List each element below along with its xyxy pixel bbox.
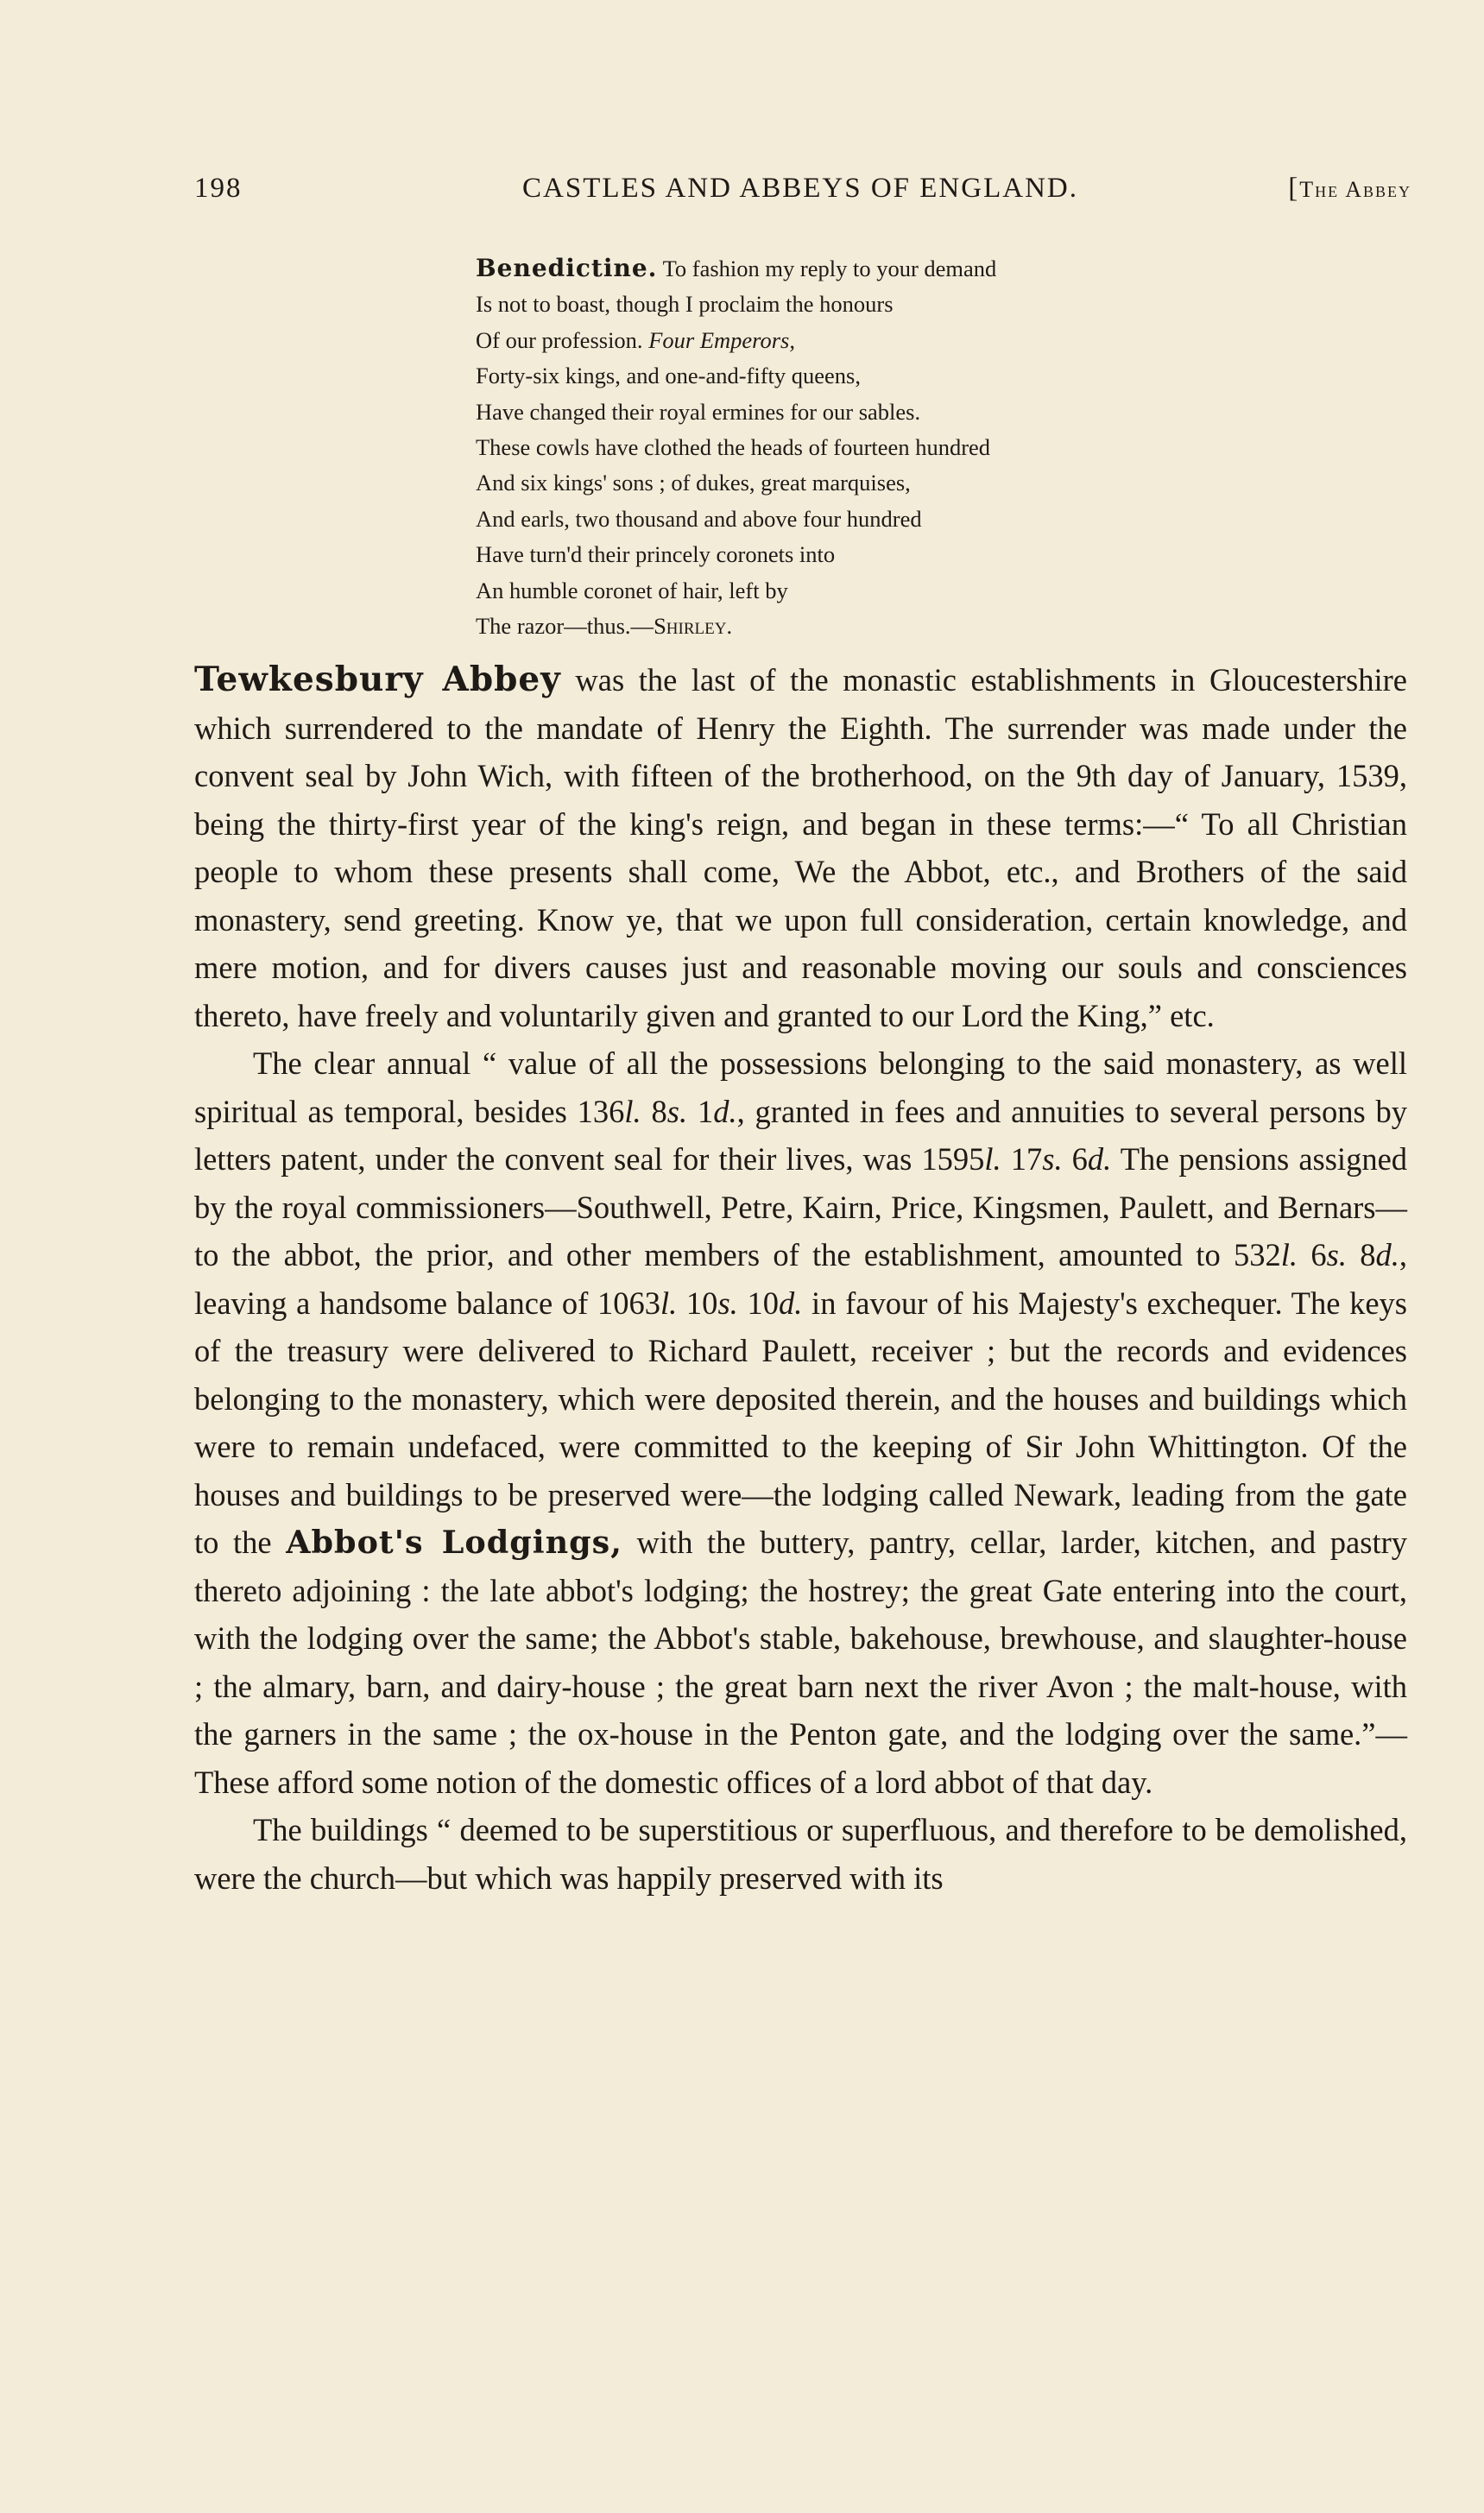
paragraph-3 — [194, 1806, 1407, 1902]
poem-line: Forty-six kings, and one-and-fifty queens, — [476, 363, 861, 389]
currency-value: 1063 — [597, 1285, 660, 1321]
body-text — [194, 656, 1407, 1902]
currency-unit: l. — [984, 1141, 1001, 1177]
currency-unit: d. — [1375, 1237, 1399, 1272]
poem-line — [476, 250, 1253, 287]
poem-speaker: Benedictine. — [476, 254, 658, 282]
poem-line — [476, 323, 1253, 358]
poem-line — [476, 609, 1253, 644]
poem-line: And six kings' sons ; of dukes, great marquises, — [476, 470, 911, 496]
poem-line-text: Of our profession. — [476, 326, 643, 353]
paragraph-text: was the last of the monastic establishments in Gloucestershire which surrendered to the mandate of Henry the Eighth. The surrender was made under the convent seal by John Wich, with fifteen of the brotherhood, on the 9th day of January, 1539, being the thirty-first year of the king's reign, and began in these terms:—“ To all Christian people to whom these presents shall come, We the Abbot, etc., and Brothers of the said monastery, send greeting. Know ye, that we upon full consideration, certain knowledge, and mere motion, and for divers causes just and reasonable moving our souls and consciences thereto, have freely and voluntarily given and granted to our Lord the King,” etc. — [194, 662, 1407, 1033]
currency-value: 532 — [1234, 1237, 1281, 1272]
poem-italic-phrase: Four Emperors, — [648, 326, 795, 353]
paragraph-lead: Tewkesbury Abbey — [194, 660, 561, 699]
currency-unit: s. — [1042, 1141, 1063, 1177]
currency-value: 10 — [737, 1285, 779, 1321]
running-title: CASTLES AND ABBEYS OF ENGLAND. — [522, 173, 1078, 204]
section-title-bracket: [ — [1288, 173, 1300, 204]
currency-value: 8 — [1346, 1237, 1376, 1272]
epigraph-poem — [476, 250, 1253, 644]
poem-line-text: The razor—thus.— — [476, 613, 654, 640]
paragraph-text: , granted in fees and annuities to several persons by letters patent, under the convent seal for their lives, was — [194, 1093, 1408, 1177]
currency-unit: d. — [778, 1285, 803, 1321]
blackletter-phrase: Abbot's Lodgings, — [286, 1524, 622, 1561]
paragraph-1 — [194, 656, 1407, 1039]
currency-unit: l. — [624, 1093, 641, 1129]
poem-line: Is not to boast, though I proclaim the honours — [476, 291, 894, 318]
currency-unit: l. — [660, 1285, 678, 1321]
section-title-text: The Abbey — [1299, 177, 1411, 202]
paragraph-text: The buildings “ deemed to be superstitious or superfluous, and therefore to be demolished, were the church—but which was happily preserved with its — [194, 1812, 1407, 1896]
page-header — [194, 173, 1411, 216]
poem-line: And earls, two thousand and above four hundred — [476, 505, 922, 532]
currency-unit: s. — [717, 1285, 738, 1321]
poem-line: These cowls have clothed the heads of fourteen hundred — [476, 434, 991, 461]
currency-value: 8 — [641, 1093, 667, 1129]
currency-value: 1595 — [921, 1141, 985, 1177]
paragraph-2 — [194, 1039, 1407, 1806]
section-title — [1288, 173, 1411, 205]
poem-line: Have turn'd their princely coronets into — [476, 541, 836, 568]
paragraph-text: with the buttery, pantry, cellar, larder, kitchen, and pastry thereto adjoining : the late abbot's lodging; the hostrey; the great Gate entering into the court, with the lodging over the same; the Abbot's stable, bakehouse, brewhouse, and slaughter-house ; the almary, barn, and dairy-house ; the great barn next the river Avon ; the malt-house, with the garners in the same ; the ox-house in the Penton gate, and the lodging over the same.”—These afford some notion of the domestic offices of a lord abbot of that day. — [194, 1525, 1407, 1800]
paragraph-text: The clear annual “ value of all the possessions belonging to the said monastery, as well spiritual as temporal, besides — [194, 1045, 1407, 1129]
page-number: 198 — [194, 173, 243, 204]
paragraph-text: , leaving a handsome balance of — [194, 1237, 1408, 1321]
paragraph-text: The pensions assigned by the royal commissioners—Southwell, Petre, Kairn, Price, Kingsmen, Paulett, and Bernars—to the abbot, the prior, and other members of the establishment, amounted to — [194, 1141, 1408, 1272]
poem-author: Shirley. — [654, 613, 733, 640]
currency-unit: d. — [713, 1093, 737, 1129]
poem-line: An humble coronet of hair, left by — [476, 577, 788, 603]
paragraph-text: in favour of his Majesty's exchequer. The keys of the treasury were delivered to Richard Paulett, receiver ; but the records and evidences belonging to the monastery, which were deposited therein, and the houses and buildings which were to remain undefaced, were committed to the keeping of Sir John Whittington. Of the houses and buildings to be preserved were—the lodging called Newark, leading from the gate to the — [194, 1285, 1407, 1560]
currency-unit: s. — [666, 1093, 688, 1129]
currency-value: 6 — [1298, 1237, 1327, 1272]
poem-line: Have changed their royal ermines for our sables. — [476, 398, 921, 425]
currency-value: 10 — [677, 1285, 718, 1321]
poem-line-text: To fashion my reply to your demand — [662, 256, 997, 281]
currency-value: 136 — [577, 1093, 625, 1129]
currency-value: 6 — [1062, 1141, 1088, 1177]
currency-unit: d. — [1087, 1141, 1112, 1177]
currency-value: 17 — [1001, 1141, 1043, 1177]
currency-unit: l. — [1280, 1237, 1298, 1272]
currency-unit: s. — [1326, 1237, 1347, 1272]
currency-value: 1 — [687, 1093, 714, 1129]
